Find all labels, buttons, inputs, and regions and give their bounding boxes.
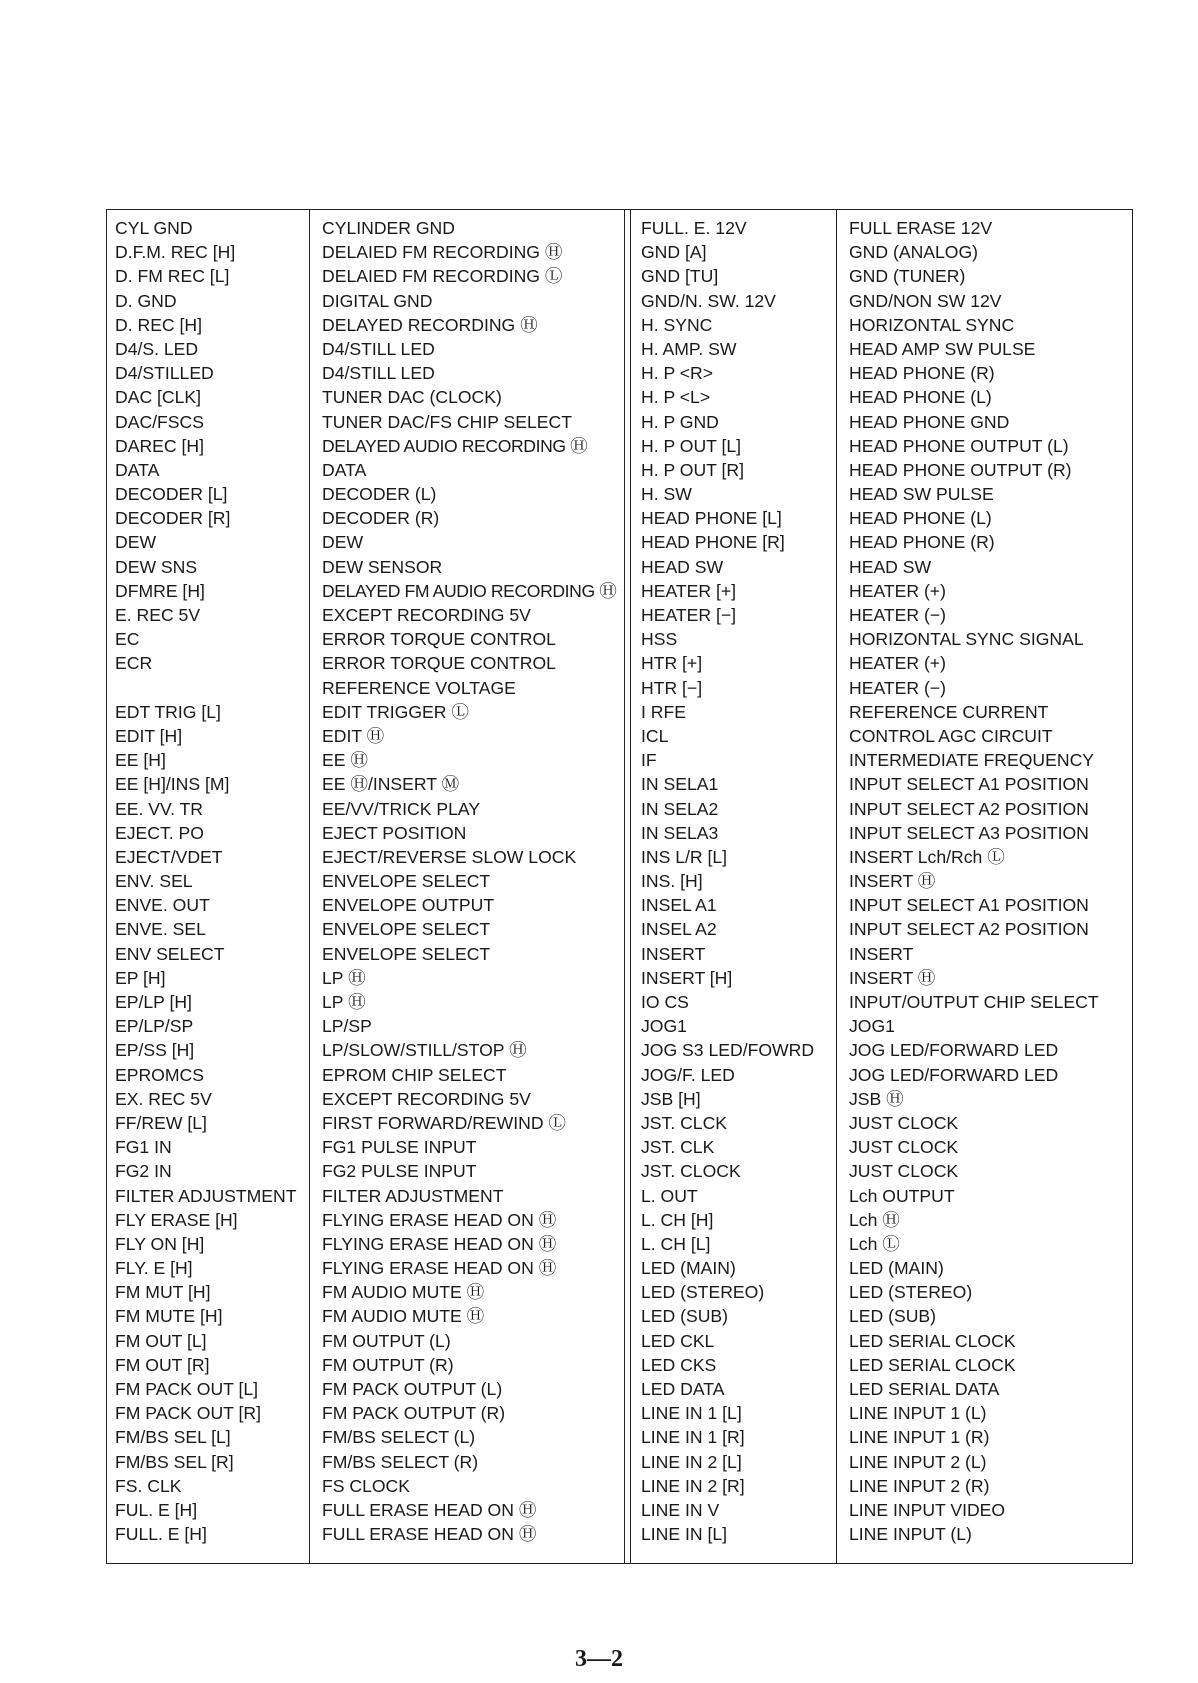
table-cell: EXCEPT RECORDING 5V: [322, 605, 531, 625]
table-cell: FM/BS SELECT (R): [322, 1451, 479, 1472]
table-cell: FULL ERASE HEAD ON Ⓗ: [322, 1499, 537, 1520]
table-cell: JUST CLOCK: [849, 1161, 959, 1182]
table-cell: LINE IN 1 [R]: [641, 1427, 745, 1448]
table-cell: FILTER ADJUSTMENT: [322, 1185, 504, 1206]
table-cell: FLYING ERASE HEAD ON Ⓗ: [322, 1258, 557, 1279]
table-cell: LINE INPUT 2 (R): [849, 1475, 990, 1496]
table-cell: HEAD PHONE [R]: [641, 532, 785, 553]
table-cell: INS. [H]: [641, 871, 703, 892]
table-cell: D4/STILL LED: [322, 363, 435, 384]
table-cell: HTR [−]: [641, 677, 703, 698]
table-cell: EDIT [H]: [115, 725, 183, 746]
table-cell: LINE IN 1 [L]: [641, 1403, 742, 1424]
table-cell: INPUT SELECT A3 POSITION: [849, 822, 1089, 843]
table-cell: EE. VV. TR: [115, 798, 204, 819]
table-cell: FILTER ADJUSTMENT: [115, 1185, 297, 1206]
table-cell: HEATER (−): [849, 677, 946, 698]
table-cell: EPROMCS: [115, 1064, 204, 1085]
table-cell: GND [TU]: [641, 266, 719, 287]
table-cell: HEAD PHONE OUTPUT (R): [849, 459, 1072, 480]
table-cell: JOG LED/FORWARD LED: [849, 1064, 1059, 1085]
table-cell: Lch Ⓛ: [849, 1233, 900, 1254]
table-cell: DAC/FSCS: [115, 411, 204, 432]
table-cell: HEAD PHONE (R): [849, 363, 995, 384]
table-cell: HEATER (+): [849, 580, 946, 601]
table-cell: LED CKL: [641, 1330, 715, 1351]
table-cell: FM PACK OUTPUT (L): [322, 1379, 503, 1399]
table-cell: FM/BS SEL [R]: [115, 1451, 234, 1472]
table-cell: EP [H]: [115, 967, 166, 988]
table-cell: EPROM CHIP SELECT: [322, 1064, 507, 1085]
table-cell: IN SELA1: [641, 774, 719, 795]
table-cell: LINE INPUT 2 (L): [849, 1451, 987, 1472]
table-cell: L. OUT: [641, 1185, 698, 1206]
table-cell: IN SELA3: [641, 822, 719, 843]
table-cell: LED CKS: [641, 1354, 717, 1375]
table-cell: DEW: [322, 532, 364, 553]
table-cell: JOG1: [641, 1016, 687, 1037]
table-cell: FS. CLK: [115, 1475, 182, 1496]
table-cell: DFMRE [H]: [115, 580, 205, 601]
abbreviation-table: [106, 209, 1133, 1564]
table-cell: FM OUT [L]: [115, 1330, 207, 1351]
table-cell: ENVELOPE OUTPUT: [322, 895, 495, 916]
table-cell: DELAYED FM AUDIO RECORDING Ⓗ: [322, 580, 617, 601]
table-cell: JUST CLOCK: [849, 1112, 959, 1133]
left-description-column: [310, 210, 625, 1563]
table-cell: D4/STILL LED: [322, 338, 435, 359]
table-cell: EE Ⓗ: [322, 750, 368, 771]
table-cell: HEAD PHONE GND: [849, 411, 1010, 432]
table-cell: FM OUTPUT (L): [322, 1330, 451, 1351]
table-cell: ENVELOPE SELECT: [322, 919, 491, 940]
page-number: 3—2: [575, 1646, 623, 1672]
table-cell: LED (STEREO): [849, 1282, 973, 1303]
table-cell: FM AUDIO MUTE Ⓗ: [322, 1282, 485, 1303]
table-cell: IO CS: [641, 992, 689, 1012]
table-cell: LINE INPUT VIDEO: [849, 1499, 1006, 1520]
table-cell: EE [H]/INS [M]: [115, 774, 230, 795]
table-cell: EE [H]: [115, 750, 166, 771]
table-cell: DAC [CLK]: [115, 387, 202, 408]
table-cell: INPUT SELECT A2 POSITION: [849, 919, 1089, 940]
table-cell: ENVELOPE SELECT: [322, 871, 491, 892]
table-cell: ENV. SEL: [115, 871, 193, 892]
table-cell: DECODER [L]: [115, 484, 228, 505]
table-cell: FM OUTPUT (R): [322, 1354, 454, 1375]
table-cell: ICL: [641, 725, 669, 746]
table-cell: Lch Ⓗ: [849, 1209, 900, 1230]
table-cell: FG2 IN: [115, 1161, 172, 1182]
table-cell: FLYING ERASE HEAD ON Ⓗ: [322, 1233, 557, 1254]
table-cell: EP/LP [H]: [115, 992, 192, 1012]
table-cell: HEAD PHONE [L]: [641, 508, 782, 529]
table-cell: ENVE. OUT: [115, 895, 210, 916]
table-cell: JOG1: [849, 1016, 895, 1037]
table-cell: FF/REW [L]: [115, 1112, 207, 1133]
table-cell: INPUT SELECT A1 POSITION: [849, 895, 1089, 916]
table-cell: HORIZONTAL SYNC SIGNAL: [849, 629, 1084, 650]
table-cell: IF: [641, 750, 657, 771]
table-cell: LED SERIAL DATA: [849, 1379, 1000, 1399]
table-cell: DEW: [115, 532, 157, 553]
table-cell: D. GND: [115, 290, 177, 311]
table-cell: DATA: [322, 459, 367, 480]
table-cell: LINE IN V: [641, 1499, 720, 1520]
table-cell: FM/BS SEL [L]: [115, 1427, 231, 1448]
table-cell: HSS: [641, 629, 678, 650]
table-cell: INSEL A1: [641, 895, 717, 916]
table-cell: LP/SLOW/STILL/STOP Ⓗ: [322, 1040, 527, 1061]
table-cell: I RFE: [641, 701, 686, 722]
table-cell: EJECT POSITION: [322, 822, 467, 843]
table-cell: D. REC [H]: [115, 314, 202, 335]
table-cell: H. P <L>: [641, 387, 711, 408]
table-cell: IN SELA2: [641, 798, 719, 819]
table-cell: EDT TRIG [L]: [115, 701, 221, 722]
table-cell: DECODER (R): [322, 508, 440, 529]
table-cell: DEW SENSOR: [322, 556, 443, 577]
table-cell: FM PACK OUT [R]: [115, 1403, 261, 1424]
table-cell: LED (SUB): [849, 1306, 937, 1327]
table-cell: H. SW: [641, 484, 692, 505]
table-cell: LED (MAIN): [641, 1258, 736, 1279]
table-cell: H. P <R>: [641, 363, 714, 384]
table-cell: LED SERIAL CLOCK: [849, 1354, 1016, 1375]
table-cell: ENV SELECT: [115, 943, 225, 964]
table-cell: EE Ⓗ/INSERT Ⓜ: [322, 774, 460, 795]
table-cell: HEATER (+): [849, 653, 946, 674]
table-cell: CYLINDER GND: [322, 218, 455, 238]
table-cell: LED (STEREO): [641, 1282, 765, 1303]
table-cell: L. CH [L]: [641, 1233, 711, 1254]
table-cell: FM AUDIO MUTE Ⓗ: [322, 1306, 485, 1327]
table-cell: DIGITAL GND: [322, 290, 433, 311]
table-cell: ERROR TORQUE CONTROL: [322, 629, 556, 650]
table-cell: HORIZONTAL SYNC: [849, 314, 1015, 335]
table-cell: FG2 PULSE INPUT: [322, 1161, 477, 1182]
table-cell: JOG/F. LED: [641, 1064, 735, 1085]
table-cell: HEAD PHONE (L): [849, 508, 992, 529]
table-cell: HEATER (−): [849, 605, 946, 625]
table-cell: INSERT: [641, 943, 706, 964]
table-cell: DAREC [H]: [115, 435, 204, 456]
table-cell: INSERT Ⓗ: [849, 967, 936, 988]
table-cell: JUST CLOCK: [849, 1137, 959, 1158]
table-cell: FM MUTE [H]: [115, 1306, 223, 1327]
table-cell: GND (TUNER): [849, 266, 966, 287]
table-cell: JOG LED/FORWARD LED: [849, 1040, 1059, 1061]
table-cell: FLY ERASE [H]: [115, 1209, 238, 1230]
table-cell: FLY ON [H]: [115, 1233, 205, 1254]
table-cell: FM PACK OUT [L]: [115, 1379, 259, 1399]
table-cell: GND (ANALOG): [849, 242, 979, 263]
table-cell: FULL. E [H]: [115, 1524, 207, 1545]
table-cell: JSB [H]: [641, 1088, 701, 1109]
table-cell: EX. REC 5V: [115, 1088, 212, 1109]
table-cell: FM MUT [H]: [115, 1282, 211, 1303]
table-cell: CYL GND: [115, 218, 193, 238]
table-cell: LINE INPUT (L): [849, 1524, 972, 1545]
table-cell: D.F.M. REC [H]: [115, 242, 236, 263]
table-cell: ENVELOPE SELECT: [322, 943, 491, 964]
table-cell: HEAD SW: [849, 556, 932, 577]
table-cell: GND [A]: [641, 242, 707, 263]
table-cell: EXCEPT RECORDING 5V: [322, 1088, 531, 1109]
table-cell: LINE IN 2 [R]: [641, 1475, 745, 1496]
table-cell: LP/SP: [322, 1016, 372, 1037]
table-cell: INSERT Lch/Rch Ⓛ: [849, 846, 1005, 867]
table-cell: GND/NON SW 12V: [849, 290, 1002, 311]
table-cell: H. P OUT [L]: [641, 435, 742, 456]
table-cell: H. SYNC: [641, 314, 713, 335]
right-abbreviation-column: [631, 210, 837, 1563]
table-cell: LED SERIAL CLOCK: [849, 1330, 1016, 1351]
table-cell: HEAD PHONE (R): [849, 532, 995, 553]
table-cell: EP/SS [H]: [115, 1040, 195, 1061]
table-cell: H. AMP. SW: [641, 338, 737, 359]
table-cell: INTERMEDIATE FREQUENCY: [849, 750, 1095, 771]
table-cell: INPUT SELECT A2 POSITION: [849, 798, 1089, 819]
table-cell: REFERENCE VOLTAGE: [322, 677, 516, 698]
table-cell: E. REC 5V: [115, 605, 201, 625]
right-description-column: [837, 210, 1132, 1563]
table-cell: EJECT/VDET: [115, 846, 223, 867]
table-cell: FULL. E. 12V: [641, 218, 747, 238]
table-cell: FLYING ERASE HEAD ON Ⓗ: [322, 1209, 557, 1230]
table-cell: LED DATA: [641, 1379, 725, 1399]
table-cell: HEAD PHONE OUTPUT (L): [849, 435, 1069, 456]
table-cell: EJECT. PO: [115, 822, 204, 843]
table-cell: INS L/R [L]: [641, 846, 728, 867]
table-cell: LINE IN 2 [L]: [641, 1451, 742, 1472]
table-cell: JSB Ⓗ: [849, 1088, 904, 1109]
table-cell: D4/S. LED: [115, 338, 199, 359]
table-cell: FM PACK OUTPUT (R): [322, 1403, 506, 1424]
table-cell: H. P GND: [641, 411, 719, 432]
table-cell: HEATER [+]: [641, 580, 736, 601]
table-cell: HEAD PHONE (L): [849, 387, 992, 408]
table-cell: EC: [115, 629, 140, 650]
table-cell: EE/VV/TRICK PLAY: [322, 798, 481, 819]
table-cell: DELAIED FM RECORDING Ⓗ: [322, 242, 563, 263]
table-cell: FM/BS SELECT (L): [322, 1427, 476, 1448]
table-cell: HTR [+]: [641, 653, 703, 674]
table-cell: DECODER (L): [322, 484, 437, 505]
table-cell: FULL ERASE HEAD ON Ⓗ: [322, 1524, 537, 1545]
table-cell: INSEL A2: [641, 919, 717, 940]
table-cell: FG1 IN: [115, 1137, 172, 1158]
table-cell: DELAIED FM RECORDING Ⓛ: [322, 266, 563, 287]
table-cell: FM OUT [R]: [115, 1354, 210, 1375]
table-cell: LINE INPUT 1 (R): [849, 1427, 990, 1448]
table-cell: FS CLOCK: [322, 1475, 410, 1496]
table-cell: FUL. E [H]: [115, 1499, 198, 1520]
table-cell: INPUT SELECT A1 POSITION: [849, 774, 1089, 795]
table-cell: DELAYED RECORDING Ⓗ: [322, 314, 538, 335]
table-cell: ENVE. SEL: [115, 919, 206, 940]
table-cell: DATA: [115, 459, 160, 480]
table-cell: LINE INPUT 1 (L): [849, 1403, 987, 1424]
table-cell: EJECT/REVERSE SLOW LOCK: [322, 846, 577, 867]
table-cell: TUNER DAC (CLOCK): [322, 387, 502, 408]
table-cell: JST. CLK: [641, 1137, 715, 1158]
table-cell: GND/N. SW. 12V: [641, 290, 776, 311]
table-cell: FIRST FORWARD/REWIND Ⓛ: [322, 1112, 567, 1133]
table-cell: D4/STILLED: [115, 363, 214, 384]
left-abbreviation-column: [107, 210, 310, 1563]
table-cell: LED (SUB): [641, 1306, 729, 1327]
table-cell: LP Ⓗ: [322, 992, 366, 1012]
table-cell: JST. CLOCK: [641, 1161, 741, 1182]
table-cell: JOG S3 LED/FOWRD: [641, 1040, 815, 1061]
table-cell: LED (MAIN): [849, 1258, 944, 1279]
table-cell: INSERT Ⓗ: [849, 871, 936, 892]
table-cell: CONTROL AGC CIRCUIT: [849, 725, 1053, 746]
table-cell: [115, 676, 309, 700]
table-cell: JST. CLCK: [641, 1112, 728, 1133]
table-cell: DEW SNS: [115, 556, 198, 577]
table-cell: EDIT Ⓗ: [322, 725, 385, 746]
table-cell: HEATER [−]: [641, 605, 736, 625]
table-cell: INSERT [H]: [641, 967, 733, 988]
table-cell: EP/LP/SP: [115, 1016, 194, 1037]
table-cell: Lch OUTPUT: [849, 1185, 955, 1206]
table-cell: FULL ERASE 12V: [849, 218, 993, 238]
table-cell: REFERENCE CURRENT: [849, 701, 1049, 722]
table-cell: INSERT: [849, 943, 914, 964]
table-cell: D. FM REC [L]: [115, 266, 230, 287]
table-cell: DELAYED AUDIO RECORDING Ⓗ: [322, 435, 588, 456]
table-cell: TUNER DAC/FS CHIP SELECT: [322, 411, 572, 432]
table-cell: HEAD SW PULSE: [849, 484, 994, 505]
table-cell: EDIT TRIGGER Ⓛ: [322, 701, 469, 722]
table-cell: HEAD SW: [641, 556, 724, 577]
table-cell: LP Ⓗ: [322, 967, 366, 988]
table-cell: L. CH [H]: [641, 1209, 714, 1230]
table-cell: INPUT/OUTPUT CHIP SELECT: [849, 992, 1099, 1012]
table-cell: DECODER [R]: [115, 508, 231, 529]
table-cell: H. P OUT [R]: [641, 459, 744, 480]
table-cell: ECR: [115, 653, 153, 674]
table-cell: ERROR TORQUE CONTROL: [322, 653, 556, 674]
table-cell: FLY. E [H]: [115, 1258, 193, 1279]
table-cell: FG1 PULSE INPUT: [322, 1137, 477, 1158]
table-cell: LINE IN [L]: [641, 1524, 728, 1545]
table-cell: HEAD AMP SW PULSE: [849, 338, 1036, 359]
